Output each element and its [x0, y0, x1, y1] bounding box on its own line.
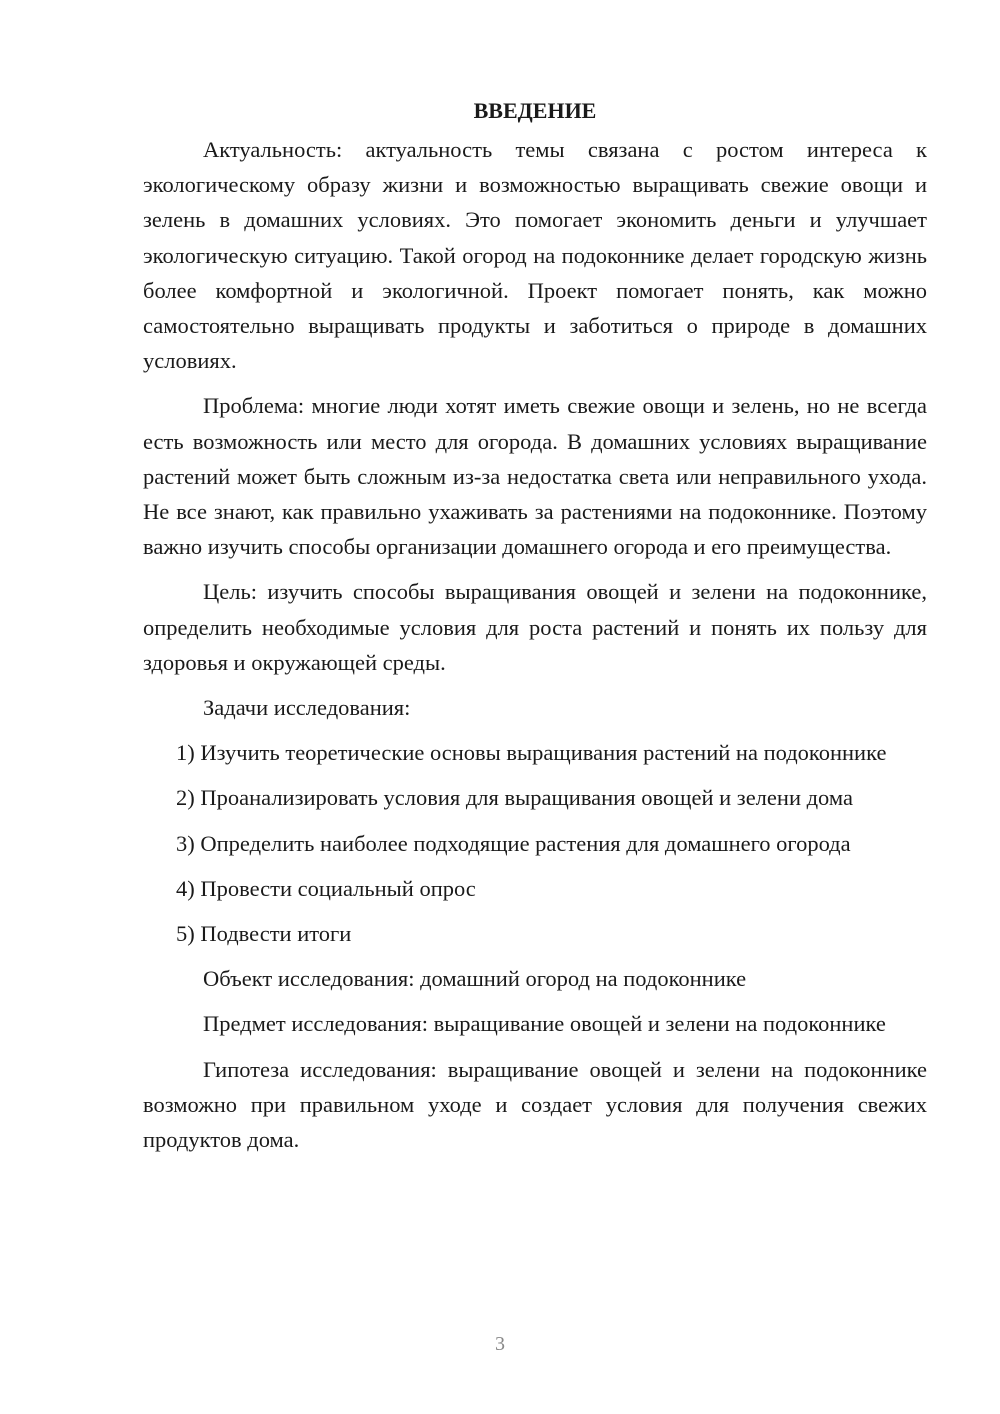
goal-paragraph: Цель: изучить способы выращивания овощей и зелени на подоконнике, определить необходимые условия для роста растений и понять их пользу для здоровья и окружающей среды. — [143, 579, 927, 675]
page-number: 3 — [495, 1333, 505, 1355]
page-title: ВВЕДЕНИЕ — [473, 98, 597, 123]
hypothesis-paragraph: Гипотеза исследования: выращивание овощей и зелени на подоконнике возможно при правильном уходе и создает условия для получения свежих продуктов дома. — [143, 1056, 927, 1153]
page-content — [143, 96, 927, 1167]
object-paragraph: Объект исследования: домашний огород на подоконнике — [203, 966, 747, 992]
task-item: 4) Провести социальный опрос — [176, 875, 476, 901]
subject-paragraph: Предмет исследования: выращивание овощей и зелени на подоконнике — [203, 1011, 886, 1037]
problem-paragraph: Проблема: многие люди хотят иметь свежие овощи и зелень, но не всегда есть возможность или место для огорода. В домашних условиях выращивание растений может быть сложным из-за недостатка света или неправильного ухода. Не все знают, как правильно ухаживать за растениями на подоконнике. Поэтому важно изучить способы организации домашнего огорода и его преимущества. — [143, 393, 927, 560]
tasks-heading: Задачи исследования: — [203, 695, 411, 721]
task-item: 5) Подвести итоги — [176, 921, 352, 947]
relevance-paragraph: Актуальность: актуальность темы связана с ростом интереса к экологическому образу жизни и возможностью выращивать свежие овощи и зелень в домашних условиях. Это помогает экономить деньги и улучшает экологическую ситуацию. Такой огород на подоконнике делает городскую жизнь более комфортной и экологичной. Проект помогает понять, как можно самостоятельно выращивать продукты и заботиться о природе в домашних условиях. — [143, 137, 927, 374]
task-item: 2) Проанализировать условия для выращивания овощей и зелени дома — [176, 785, 853, 811]
tasks-list — [143, 735, 927, 951]
task-item: 1) Изучить теоретические основы выращивания растений на подоконнике — [176, 740, 887, 766]
task-item: 3) Определить наиболее подходящие растения для домашнего огорода — [176, 830, 851, 856]
